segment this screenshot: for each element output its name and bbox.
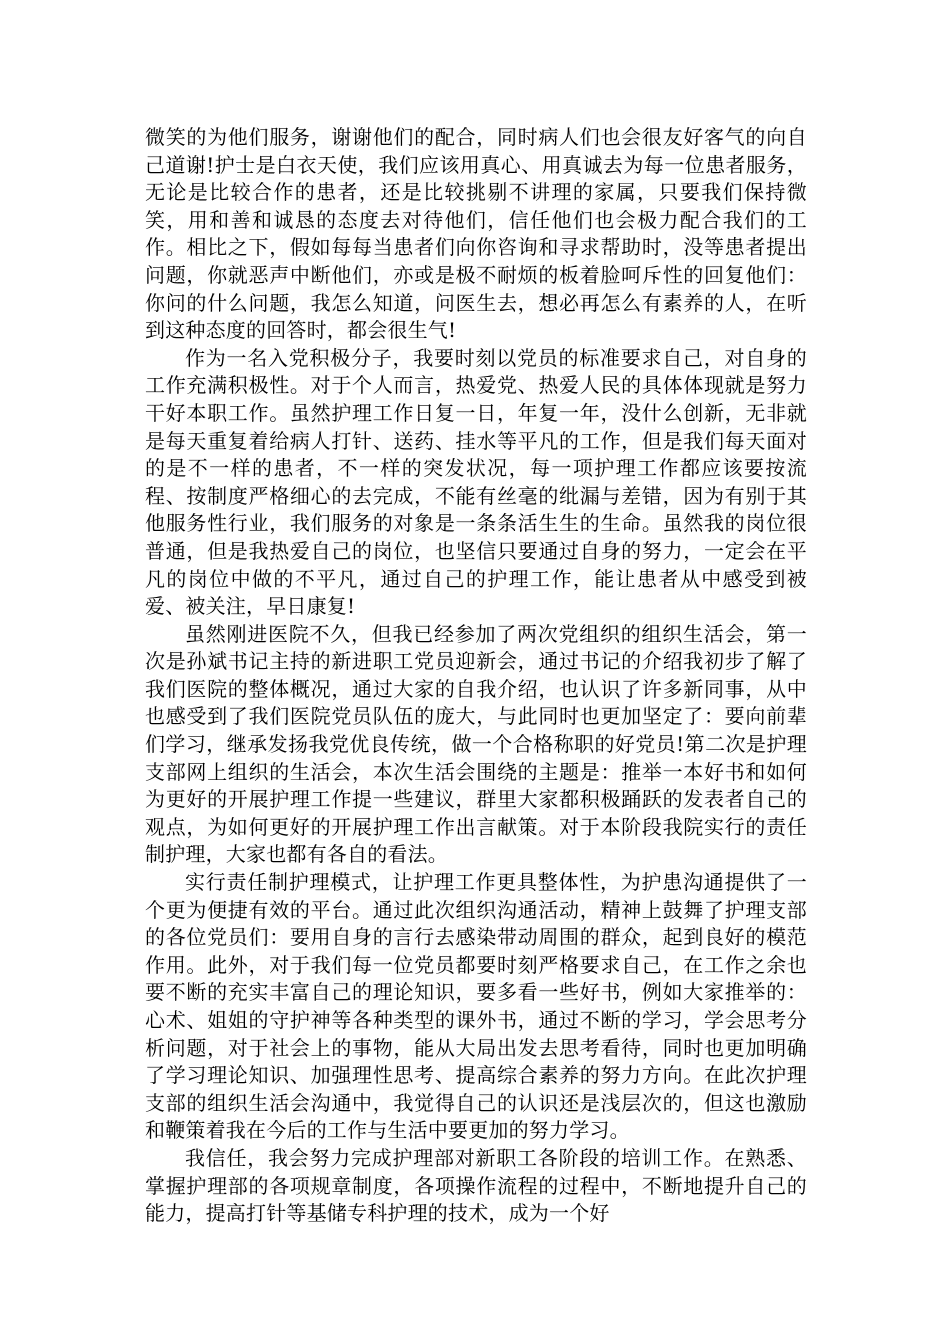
paragraph-4: 实行责任制护理模式，让护理工作更具整体性，为护患沟通提供了一个更为便捷有效的平台。通过此次组织沟通活动，精神上鼓舞了护理支部的各位党员们：要用自身的言行去感染带动周围的群众，起到良好的模范作用。此外，对于我们每一位党员都要时刻严格要求自己，在工作之余也要不断的充实丰富自己的理论知识，要多看一些好书，例如大家推举的：心术、姐姐的守护神等各种类型的课外书，通过不断的学习，学会思考分析问题，对于社会上的事物，能从大局出发去思考看待，同时也更加明确了学习理论知识、加强理性思考、提高综合素养的努力方向。在此次护理支部的组织生活会沟通中，我觉得自己的认识还是浅层次的，但这也激励和鞭策着我在今后的工作与生活中要更加的努力学习。: [145, 870, 807, 1143]
document-body: [145, 124, 807, 1228]
paragraph-3: 虽然刚进医院不久，但我已经参加了两次党组织的组织生活会，第一次是孙斌书记主持的新进职工党员迎新会，通过书记的介绍我初步了解了我们医院的整体概况，通过大家的自我介绍，也认识了许多新同事，从中也感受到了我们医院党员队伍的庞大，与此同时也更加坚定了：要向前辈们学习，继承发扬我党优良传统，做一个合格称职的好党员!第二次是护理支部网上组织的生活会，本次生活会围绕的主题是：推举一本好书和如何为更好的开展护理工作提一些建议，群里大家都积极踊跃的发表者自己的观点，为如何更好的开展护理工作出言献策。对于本阶段我院实行的责任制护理，大家也都有各自的看法。: [145, 621, 807, 867]
paragraph-1: 微笑的为他们服务，谢谢他们的配合，同时病人们也会很友好客气的向自己道谢!护士是白衣天使，我们应该用真心、用真诚去为每一位患者服务，无论是比较合作的患者，还是比较挑剔不讲理的家属，只要我们保持微笑，用和善和诚恳的态度去对待他们，信任他们也会极力配合我们的工作。相比之下，假如每每当患者们向你咨询和寻求帮助时，没等患者提出问题，你就恶声中断他们，亦或是极不耐烦的板着脸呵斥性的回复他们：你问的什么问题，我怎么知道，问医生去，想必再怎么有素养的人，在听到这种态度的回答时，都会很生气!: [145, 125, 807, 343]
paragraph-2: 作为一名入党积极分子，我要时刻以党员的标准要求自己，对自身的工作充满积极性。对于个人而言，热爱党、热爱人民的具体体现就是努力干好本职工作。虽然护理工作日复一日，年复一年，没什么创新，无非就是每天重复着给病人打针、送药、挂水等平凡的工作，但是我们每天面对的是不一样的患者，不一样的突发状况，每一项护理工作都应该要按流程、按制度严格细心的去完成，不能有丝毫的纰漏与差错，因为有别于其他服务性行业，我们服务的对象是一条条活生生的生命。虽然我的岗位很普通，但是我热爱自己的岗位，也坚信只要通过自身的努力，一定会在平凡的岗位中做的不平凡，通过自己的护理工作，能让患者从中感受到被爱、被关注，早日康复!: [145, 345, 807, 619]
paragraph-5: 我信任，我会努力完成护理部对新职工各阶段的培训工作。在熟悉、掌握护理部的各项规章制度，各项操作流程的过程中，不断地提升自己的能力，提高打针等基储专科护理的技术，成为一个好: [145, 1145, 807, 1226]
